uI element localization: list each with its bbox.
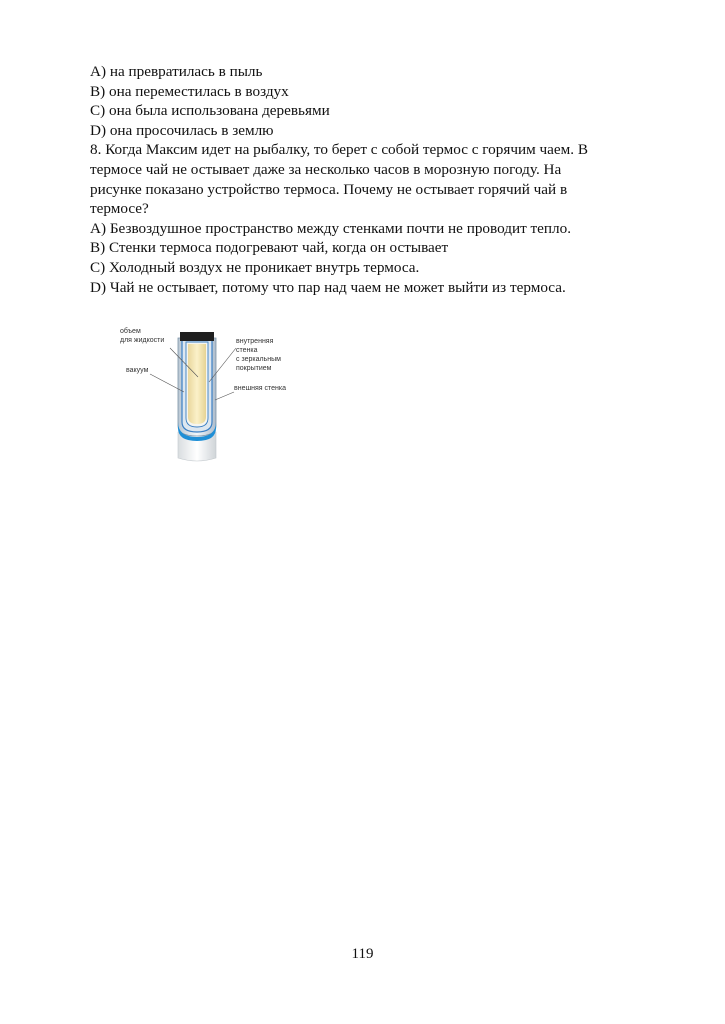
label-vacuum: вакуум bbox=[126, 367, 149, 374]
label-inner-line-2: стенка bbox=[236, 347, 258, 354]
label-inner-line-3: с зеркальным bbox=[236, 356, 281, 363]
question-8-line-3: рисунке показано устройство термоса. Почему не остывает горячий чай в bbox=[90, 180, 568, 198]
question-8-option-a: A) Безвоздушное пространство между стенками почти не проводит тепло. bbox=[90, 219, 572, 237]
previous-option-b: B) она переместилась в воздух bbox=[90, 82, 289, 100]
label-volume-line-1: объем bbox=[120, 328, 141, 335]
question-8-option-c: C) Холодный воздух не проникает внутрь термоса. bbox=[90, 258, 420, 276]
label-outer-wall: внешняя стенка bbox=[234, 385, 286, 392]
question-8-line-2: термосе чай не остывает даже за несколько часов в морозную погоду. На bbox=[90, 160, 562, 178]
label-inner-line-1: внутренняя bbox=[236, 338, 274, 345]
question-8-line-4: термосе? bbox=[90, 200, 149, 218]
label-volume-line-2: для жидкости bbox=[120, 337, 165, 344]
question-8-option-b: B) Стенки термоса подогревают чай, когда он остывает bbox=[90, 239, 449, 257]
previous-option-d: D) она просочилась в землю bbox=[90, 121, 274, 139]
previous-option-c: C) она была использована деревьями bbox=[90, 102, 330, 120]
previous-option-a: A) на превратилась в пыль bbox=[90, 63, 263, 80]
thermos-liquid bbox=[188, 344, 206, 424]
thermos-cap bbox=[180, 332, 214, 341]
page-number: 119 bbox=[351, 946, 374, 962]
question-8-line-1: 8. Когда Максим идет на рыбалку, то берет с собой термос с горячим чаем. В bbox=[90, 141, 588, 159]
page-text bbox=[90, 62, 670, 297]
thermos-diagram bbox=[112, 322, 312, 472]
question-8-option-d: D) Чай не остывает, потому что пар над чаем не может выйти из термоса. bbox=[90, 278, 566, 296]
label-inner-line-4: покрытием bbox=[236, 365, 272, 372]
